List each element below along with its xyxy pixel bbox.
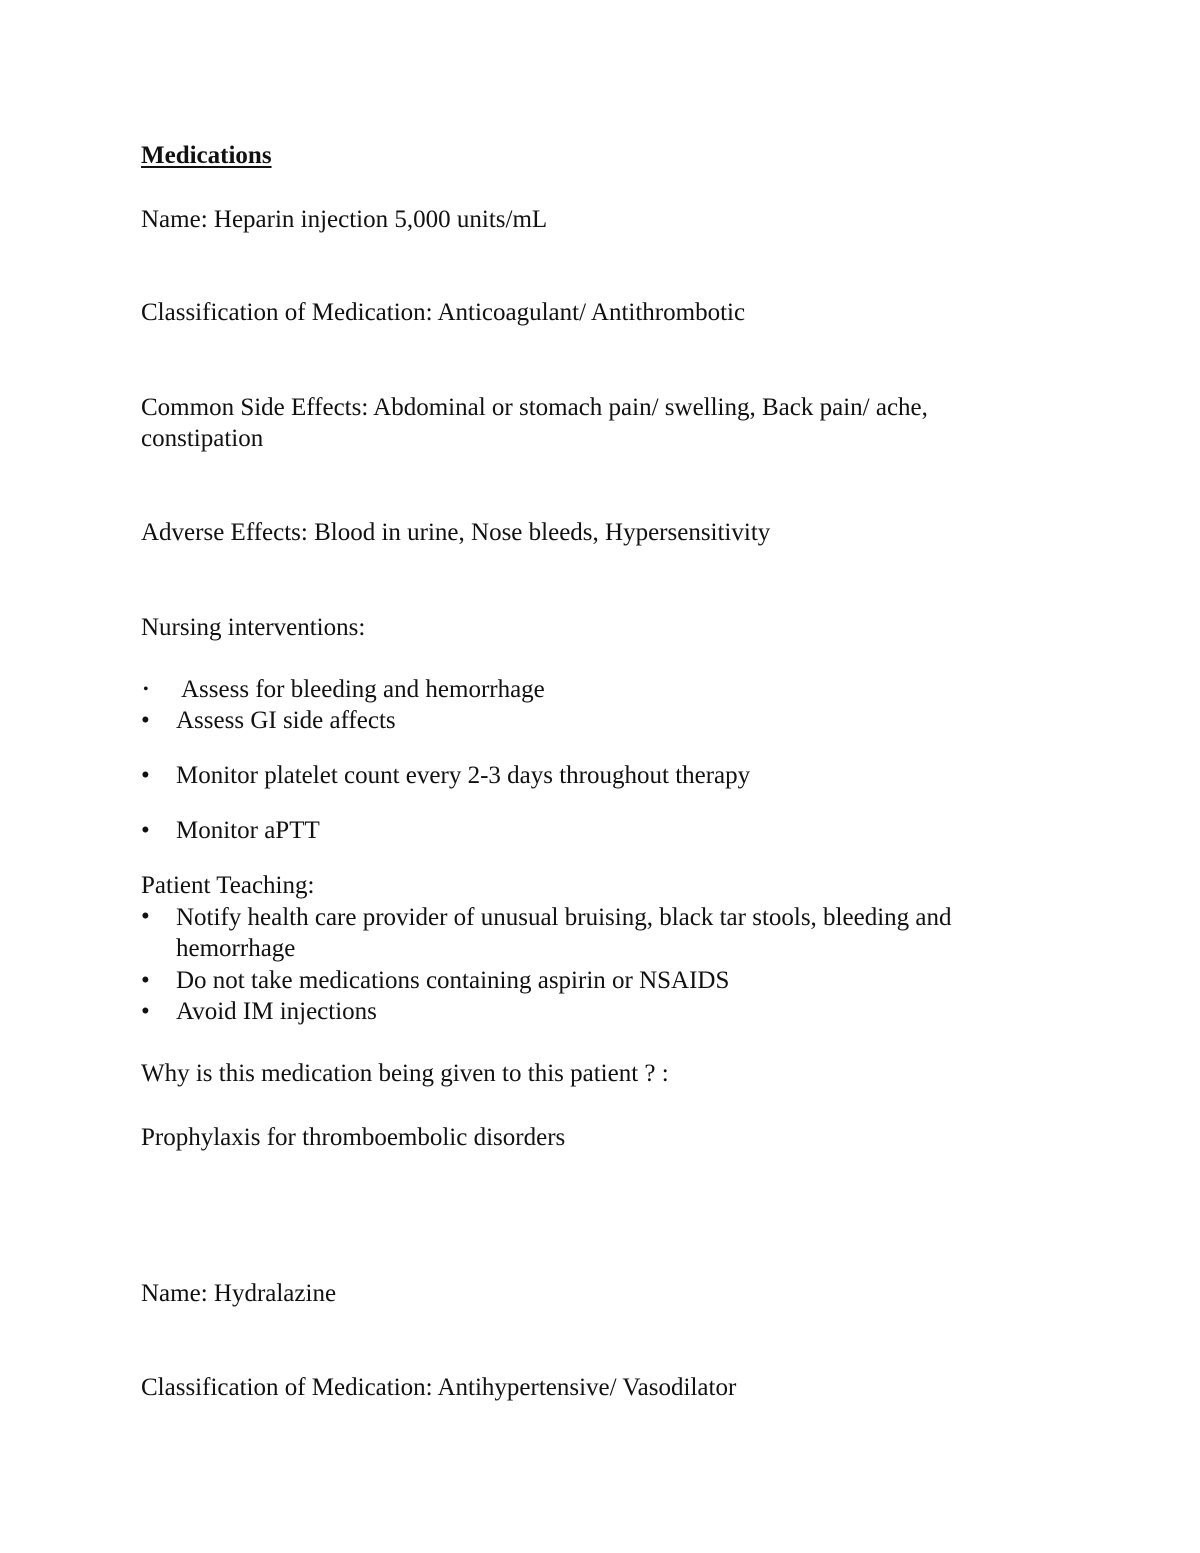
nursing-item: Monitor platelet count every 2-3 days throughout therapy [176,762,751,789]
why-label: Why is this medication being given to this patient ? : [141,1060,669,1087]
why-answer: Prophylaxis for thromboembolic disorders [141,1124,566,1151]
teaching-item: Notify health care provider of unusual bruising, black tar stools, bleeding and hemorrhage [176,904,952,962]
med1-side-effects-line2: constipation [141,425,264,452]
med2-classification: Classification of Medication: Antihypertensive/ Vasodilator [141,1374,737,1401]
nursing-item: Monitor aPTT [176,817,320,844]
med1-adverse-effects: Adverse Effects: Blood in urine, Nose bleeds, Hypersensitivity [141,519,771,546]
bullet-icon: • [141,967,150,994]
nursing-item: Assess GI side affects [176,707,396,734]
teaching-item: Avoid IM injections [176,998,377,1025]
bullet-icon: • [141,762,150,789]
patient-teaching-label: Patient Teaching: [141,872,315,899]
bullet-icon: • [141,903,150,930]
med2-name: Name: Hydralazine [141,1280,337,1307]
teaching-item: Do not take medications containing aspirin or NSAIDS [176,967,730,994]
bullet-icon: • [141,817,150,844]
nursing-item: Assess for bleeding and hemorrhage [181,676,545,703]
bullet-icon: • [141,998,150,1025]
bullet-icon: • [141,707,150,734]
med1-name: Name: Heparin injection 5,000 units/mL [141,206,548,233]
nursing-interventions-label: Nursing interventions: [141,614,366,641]
med1-classification: Classification of Medication: Anticoagulant/ Antithrombotic [141,299,746,326]
page-heading: Medications [141,142,272,169]
bullet-icon: • [143,681,149,698]
med1-side-effects-line1: Common Side Effects: Abdominal or stomach pain/ swelling, Back pain/ ache, [141,394,928,421]
